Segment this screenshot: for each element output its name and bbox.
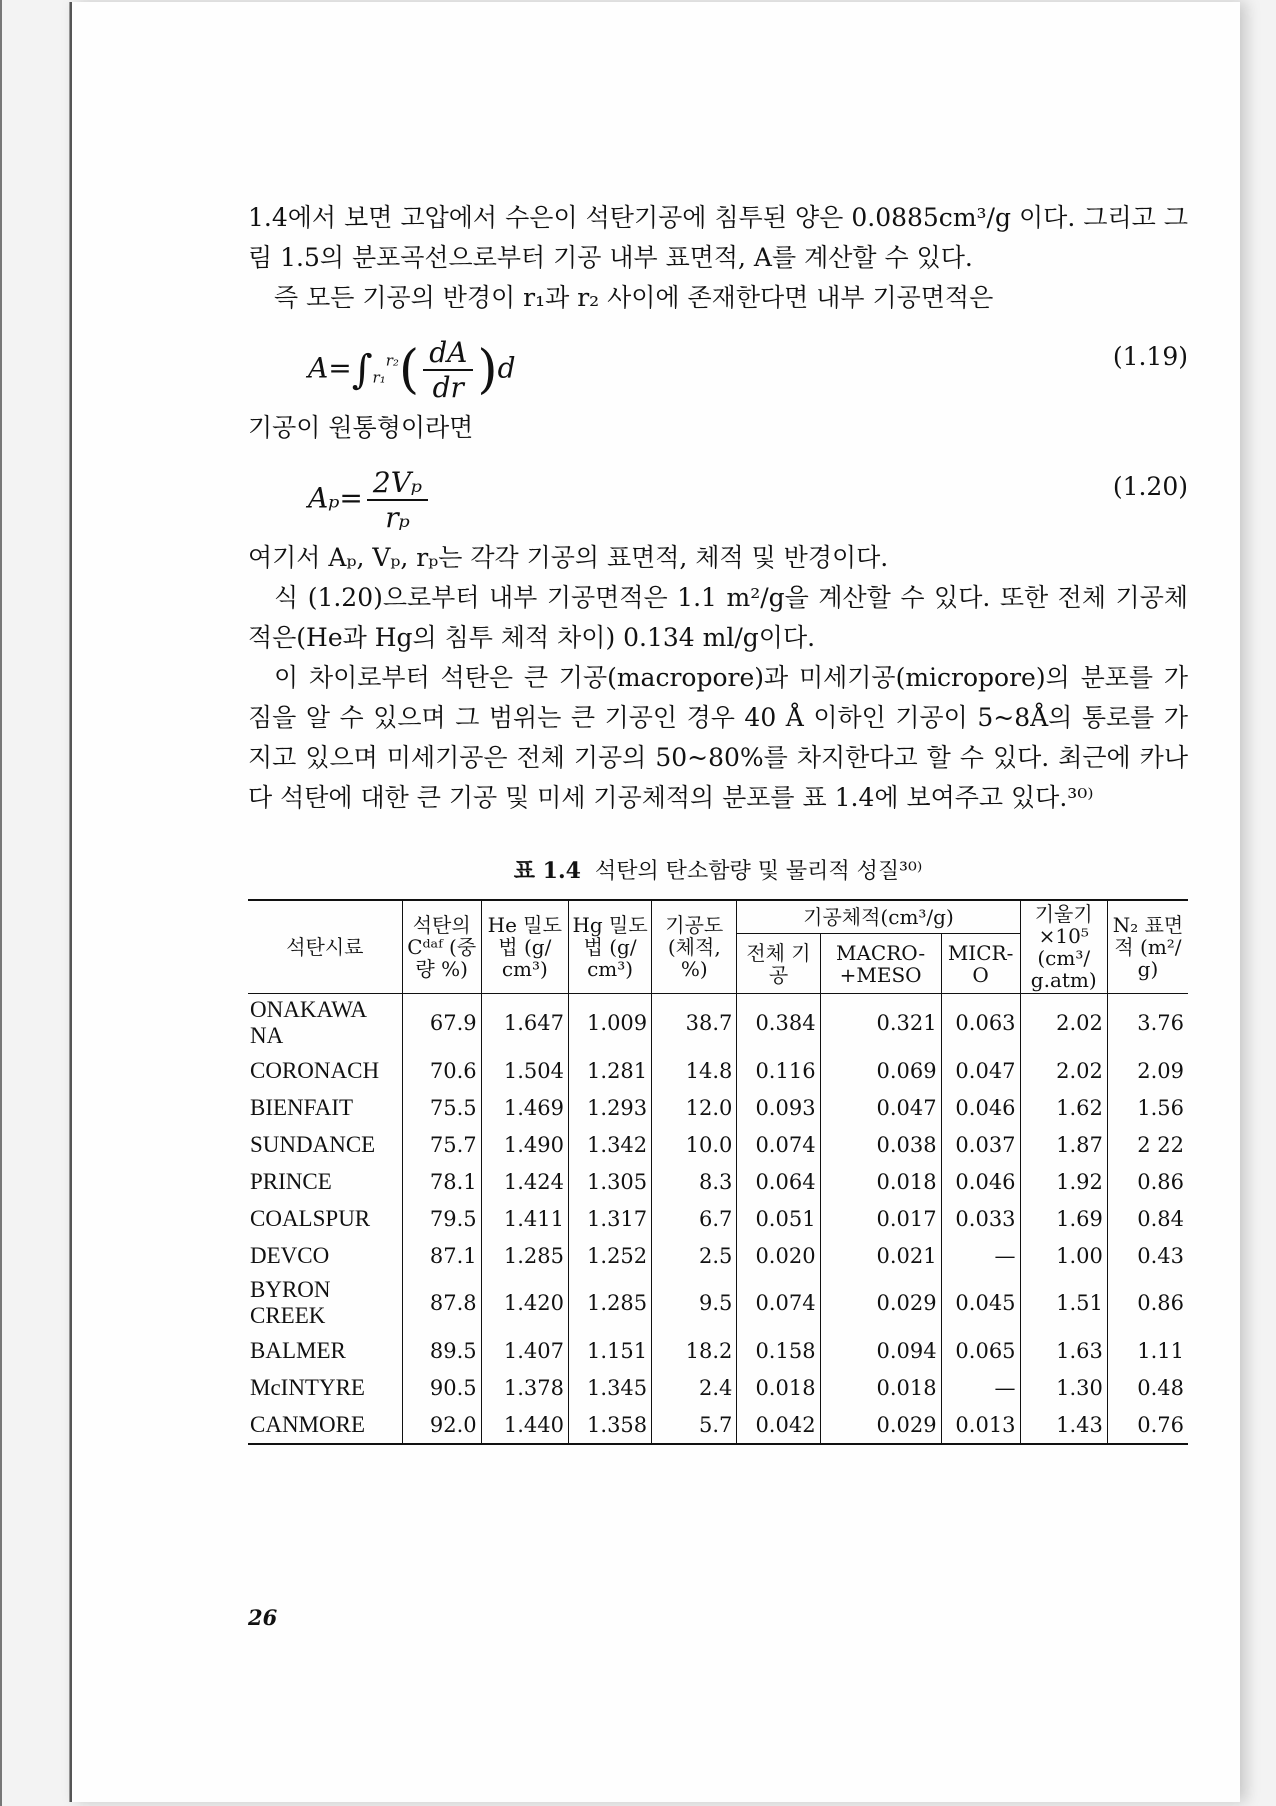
table-cell: 0.020	[737, 1237, 820, 1274]
table-cell: 0.021	[820, 1237, 941, 1274]
table-row	[248, 1200, 1188, 1237]
area-fraction	[367, 466, 428, 534]
table-cell: 1.345	[569, 1369, 652, 1406]
integral-lower-limit: r₁	[372, 368, 386, 387]
coal-properties-table	[248, 899, 1188, 1445]
table-cell: —	[941, 1237, 1020, 1274]
eq-lhs: Aₚ=	[308, 481, 363, 515]
table-cell: 38.7	[652, 994, 737, 1053]
table-cell: 0.093	[737, 1089, 820, 1126]
cell-sample-name: COALSPUR	[250, 1205, 371, 1231]
table-cell: 79.5	[402, 1200, 481, 1237]
table-cell: 0.074	[737, 1274, 820, 1332]
table-cell: 0.029	[820, 1406, 941, 1444]
col-header-porosity: 기공도 (체적, %)	[652, 900, 737, 994]
table-cell: 0.018	[820, 1369, 941, 1406]
table-cell: 0.046	[941, 1089, 1020, 1126]
table-cell: 0.042	[737, 1406, 820, 1444]
table-cell: 0.065	[941, 1332, 1020, 1369]
cell-sample-name: DEVCO	[250, 1242, 330, 1268]
table-row	[248, 1163, 1188, 1200]
table-caption-text: 석탄의 탄소함량 및 물리적 성질³⁰⁾	[594, 859, 923, 884]
table-cell: 1.504	[481, 1052, 568, 1089]
table-cell: 1.63	[1020, 1332, 1107, 1369]
table-cell: 1.92	[1020, 1163, 1107, 1200]
table-cell: 0.158	[737, 1332, 820, 1369]
paragraph-4: 여기서 Aₚ, Vₚ, rₚ는 각각 기공의 표면적, 체적 및 반경이다.	[248, 543, 889, 572]
integral-sign-icon: ∫	[351, 347, 373, 393]
cell-sample-name: McINTYRE	[250, 1374, 365, 1400]
table-cell: 0.017	[820, 1200, 941, 1237]
col-header-permeability: 기울기 ×10⁵ (cm³/ g.atm)	[1020, 900, 1107, 994]
table-cell: 1.411	[481, 1200, 568, 1237]
table-cell: 1.252	[569, 1237, 652, 1274]
table-cell: 0.48	[1107, 1369, 1188, 1406]
table-row	[248, 1369, 1188, 1406]
fraction-denominator: dr	[432, 371, 464, 404]
table-cell: 1.293	[569, 1089, 652, 1126]
table-cell: 9.5	[652, 1274, 737, 1332]
table-cell: 0.033	[941, 1200, 1020, 1237]
table-cell: 70.6	[402, 1052, 481, 1089]
table-row	[248, 1089, 1188, 1126]
paren-left-icon: (	[398, 340, 420, 400]
equation-body	[308, 336, 516, 404]
eq-lhs: A=	[308, 351, 352, 385]
table-cell: 0.018	[820, 1163, 941, 1200]
table-cell: 1.378	[481, 1369, 568, 1406]
integral-upper-limit: r₂	[385, 351, 399, 370]
table-cell: 1.87	[1020, 1126, 1107, 1163]
table-cell: 1.009	[569, 994, 652, 1053]
book-page	[70, 2, 1240, 1802]
table-cell: 0.047	[820, 1089, 941, 1126]
table-cell: 14.8	[652, 1052, 737, 1089]
table-cell: 1.30	[1020, 1369, 1107, 1406]
table-cell: 2.02	[1020, 1052, 1107, 1089]
cell-sample-name: CORONACH	[250, 1057, 380, 1083]
table-cell: 1.43	[1020, 1406, 1107, 1444]
cell-sample-name: PRINCE	[250, 1168, 332, 1194]
table-cell: 1.51	[1020, 1274, 1107, 1332]
paragraph-2: 즉 모든 기공의 반경이 r₁과 r₂ 사이에 존재한다면 내부 기공면적은	[274, 283, 994, 312]
table-cell: 1.00	[1020, 1237, 1107, 1274]
table-cell: 1.317	[569, 1200, 652, 1237]
table-cell: 0.321	[820, 994, 941, 1053]
table-cell: 0.063	[941, 994, 1020, 1053]
paragraph-3: 기공이 원통형이라면	[248, 413, 474, 442]
table-cell: —	[941, 1369, 1020, 1406]
table-cell: 87.8	[402, 1274, 481, 1332]
table-cell: 1.420	[481, 1274, 568, 1332]
table-cell: 87.1	[402, 1237, 481, 1274]
table-cell: 3.76	[1107, 994, 1188, 1053]
table-cell: 10.0	[652, 1126, 737, 1163]
cell-sample-name: SUNDANCE	[250, 1131, 376, 1157]
equation-body	[308, 466, 432, 534]
table-cell: 0.86	[1107, 1163, 1188, 1200]
paragraph-1: 1.4에서 보면 고압에서 수은이 석탄기공에 침투된 양은 0.0885cm³/g 이다. 그리고 그림 1.5의 분포곡선으로부터 기공 내부 표면적, A를 계산할 수 있다.	[248, 203, 1188, 272]
page-spine	[0, 0, 2, 1806]
col-header-n2-surface: N₂ 표면적 (m²/ g)	[1107, 900, 1188, 994]
paragraph-5: 식 (1.20)으로부터 내부 기공면적은 1.1 m²/g을 계산할 수 있다. 또한 전체 기공체적은(He과 Hg의 침투 체적 차이) 0.134 ml/g이다.	[248, 583, 1188, 652]
table-cell: 1.358	[569, 1406, 652, 1444]
table-cell: 0.045	[941, 1274, 1020, 1332]
table-cell: 0.046	[941, 1163, 1020, 1200]
table-body	[248, 994, 1188, 1445]
col-header-he-density: He 밀도법 (g/ cm³)	[481, 900, 568, 994]
table-cell: 1.56	[1107, 1089, 1188, 1126]
table-cell: 0.76	[1107, 1406, 1188, 1444]
table-cell: 0.84	[1107, 1200, 1188, 1237]
table-cell: 90.5	[402, 1369, 481, 1406]
table-cell: 1.281	[569, 1052, 652, 1089]
cell-sample-name: CANMORE	[250, 1411, 366, 1437]
col-header-pore-volume: 기공체적(cm³/g)	[737, 900, 1020, 934]
table-cell: 0.013	[941, 1406, 1020, 1444]
eq-tail: d	[497, 351, 516, 385]
table-cell: 1.305	[569, 1163, 652, 1200]
fraction-denominator: rₚ	[385, 501, 410, 534]
table-cell: 0.029	[820, 1274, 941, 1332]
table-cell: 75.5	[402, 1089, 481, 1126]
table-cell: 1.285	[569, 1274, 652, 1332]
derivative-fraction	[423, 336, 473, 404]
table-cell: 1.11	[1107, 1332, 1188, 1369]
col-header-carbon: 석탄의 Cᵈᵃᶠ (중량 %)	[402, 900, 481, 994]
equation-number: (1.19)	[1112, 342, 1188, 371]
table-row	[248, 1052, 1188, 1089]
table-cell: 2.09	[1107, 1052, 1188, 1089]
cell-sample-name: BALMER	[250, 1337, 346, 1363]
table-row	[248, 1126, 1188, 1163]
table-cell: 0.074	[737, 1126, 820, 1163]
table-cell: 2.5	[652, 1237, 737, 1274]
table-cell: 0.047	[941, 1052, 1020, 1089]
table-cell: 1.62	[1020, 1089, 1107, 1126]
col-header-total-pore: 전체 기공	[737, 934, 820, 994]
table-cell: 0.051	[737, 1200, 820, 1237]
cell-sample-name: ONAKAWA NA	[250, 997, 366, 1048]
table-cell: 1.342	[569, 1126, 652, 1163]
table-cell: 0.384	[737, 994, 820, 1053]
table-cell: 2.02	[1020, 994, 1107, 1053]
equation-1-19	[248, 318, 1188, 408]
table-row	[248, 1332, 1188, 1369]
table-cell: 1.407	[481, 1332, 568, 1369]
paren-right-icon: )	[477, 340, 498, 400]
table-cell: 0.43	[1107, 1237, 1188, 1274]
col-header-macro-meso: MACRO- +MESO	[820, 934, 941, 994]
table-row	[248, 994, 1188, 1053]
cell-sample-name: BYRON CREEK	[250, 1277, 331, 1328]
col-header-micro: MICR- O	[941, 934, 1020, 994]
table-cell: 75.7	[402, 1126, 481, 1163]
table-caption	[248, 854, 1188, 885]
fraction-numerator: 2Vₚ	[367, 466, 428, 501]
table-cell: 8.3	[652, 1163, 737, 1200]
table-cell: 78.1	[402, 1163, 481, 1200]
page-number: 26	[248, 1605, 278, 1630]
page-content	[248, 198, 1188, 1445]
table-cell: 18.2	[652, 1332, 737, 1369]
cell-sample-name: BIENFAIT	[250, 1094, 354, 1120]
table-cell: 1.490	[481, 1126, 568, 1163]
table-cell: 2.4	[652, 1369, 737, 1406]
table-cell: 0.094	[820, 1332, 941, 1369]
table-row	[248, 1274, 1188, 1332]
table-cell: 1.285	[481, 1237, 568, 1274]
equation-1-20	[248, 448, 1188, 538]
table-cell: 12.0	[652, 1089, 737, 1126]
table-cell: 1.469	[481, 1089, 568, 1126]
table-cell: 0.018	[737, 1369, 820, 1406]
table-cell: 0.116	[737, 1052, 820, 1089]
fraction-numerator: dA	[423, 336, 473, 371]
table-cell: 1.424	[481, 1163, 568, 1200]
col-header-sample: 석탄시료	[248, 900, 402, 994]
table-cell: 92.0	[402, 1406, 481, 1444]
table-cell: 0.064	[737, 1163, 820, 1200]
table-cell: 1.440	[481, 1406, 568, 1444]
table-cell: 0.038	[820, 1126, 941, 1163]
table-cell: 0.069	[820, 1052, 941, 1089]
table-cell: 67.9	[402, 994, 481, 1053]
table-cell: 2 22	[1107, 1126, 1188, 1163]
table-row	[248, 1237, 1188, 1274]
table-cell: 6.7	[652, 1200, 737, 1237]
equation-number: (1.20)	[1112, 472, 1188, 501]
table-cell: 1.151	[569, 1332, 652, 1369]
table-cell: 5.7	[652, 1406, 737, 1444]
table-row	[248, 1406, 1188, 1444]
table-cell: 0.86	[1107, 1274, 1188, 1332]
paragraph-6: 이 차이로부터 석탄은 큰 기공(macropore)과 미세기공(micropore)의 분포를 가짐을 알 수 있으며 그 범위는 큰 기공인 경우 40 Å 이하인 기공이 5~8Å의 통로를 가지고 있으며 미세기공은 전체 기공의 50~80%를 차지한다고 할 수 있다. 최근에 카나다 석탄에 대한 큰 기공 및 미세 기공체적의 분포를 표 1.4에 보여주고 있다.³⁰⁾	[248, 663, 1188, 812]
table-cell: 89.5	[402, 1332, 481, 1369]
col-header-hg-density: Hg 밀도법 (g/ cm³)	[569, 900, 652, 994]
table-caption-label: 표 1.4	[513, 858, 581, 884]
table-cell: 1.69	[1020, 1200, 1107, 1237]
table-cell: 0.037	[941, 1126, 1020, 1163]
table-cell: 1.647	[481, 994, 568, 1053]
